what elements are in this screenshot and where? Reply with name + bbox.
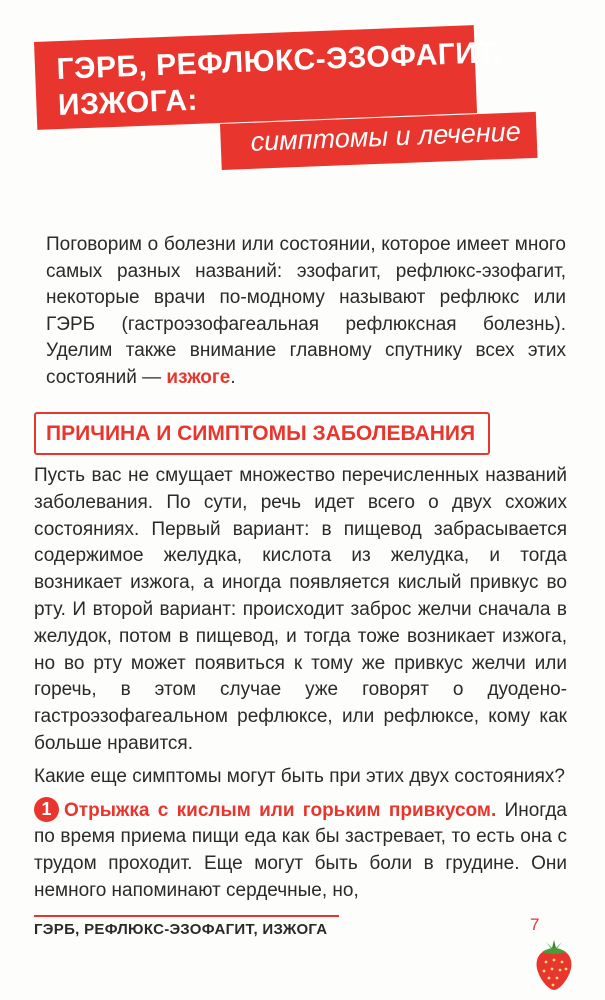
- numbered-point: [34, 797, 567, 905]
- intro-highlight: изжоге: [166, 366, 231, 388]
- chapter-title-line1: ГЭРБ, РЕФЛЮКС-ЭЗОФАГИТ,: [56, 35, 503, 86]
- body-paragraph-1: Пусть вас не смущает множество перечисленных названий заболевания. По сути, речь идет всего о двух схожих состояниях. Первый вариант: в пищевод забрасывается содержимое желудка, кислота из желудка, и тогда возникает изжога, а иногда появляется кислый привкус во рту. И второй вариант: происходит заброс желчи сначала в желудок, потом в пищевод, и тогда тоже возникает изжога, но во рту может появиться к тому же привкус желчи или горечь, в этом случае уже говорят о дуодено-гастроэзофагеальном рефлюксе, или рефлюксе, кому как больше нравится.: [34, 465, 567, 754]
- running-title: ГЭРБ, РЕФЛЮКС-ЭЗОФАГИТ, ИЗЖОГА: [34, 921, 328, 938]
- footer-divider: [34, 915, 339, 917]
- strawberry-icon: [532, 938, 576, 992]
- point-title: Отрыжка с кислым или горьким привкусом.: [64, 799, 497, 821]
- intro-text: Поговорим о болезни или состоянии, которое имеет много самых разных названий: эзофагит, рефлюкс-эзофагит, некоторые врачи по-модному называют рефлюкс или ГЭРБ (гастроэзофагеальная рефлюксная болезнь). Уделим также внимание главному спутнику всех этих состояний —: [46, 234, 566, 388]
- body-paragraph-2: Какие еще симптомы могут быть при этих двух состояниях?: [34, 765, 565, 787]
- page-number: 7: [530, 915, 540, 934]
- chapter-subtitle: симптомы и лечение: [250, 116, 522, 157]
- point-text: Иногда по время приема пищи еда как бы застревает, то есть она с трудом проходит. Еще могут быть боли в грудине. Они немного напоминают сердечные, но,: [34, 799, 567, 901]
- section-body: [34, 463, 567, 911]
- section-heading: ПРИЧИНА И СИМПТОМЫ ЗАБОЛЕВАНИЯ: [34, 412, 490, 455]
- point-number-badge: 1: [34, 797, 59, 822]
- chapter-title-line2: ИЗЖОГА:: [57, 83, 199, 122]
- intro-paragraph: [46, 232, 566, 391]
- intro-end: .: [230, 366, 236, 388]
